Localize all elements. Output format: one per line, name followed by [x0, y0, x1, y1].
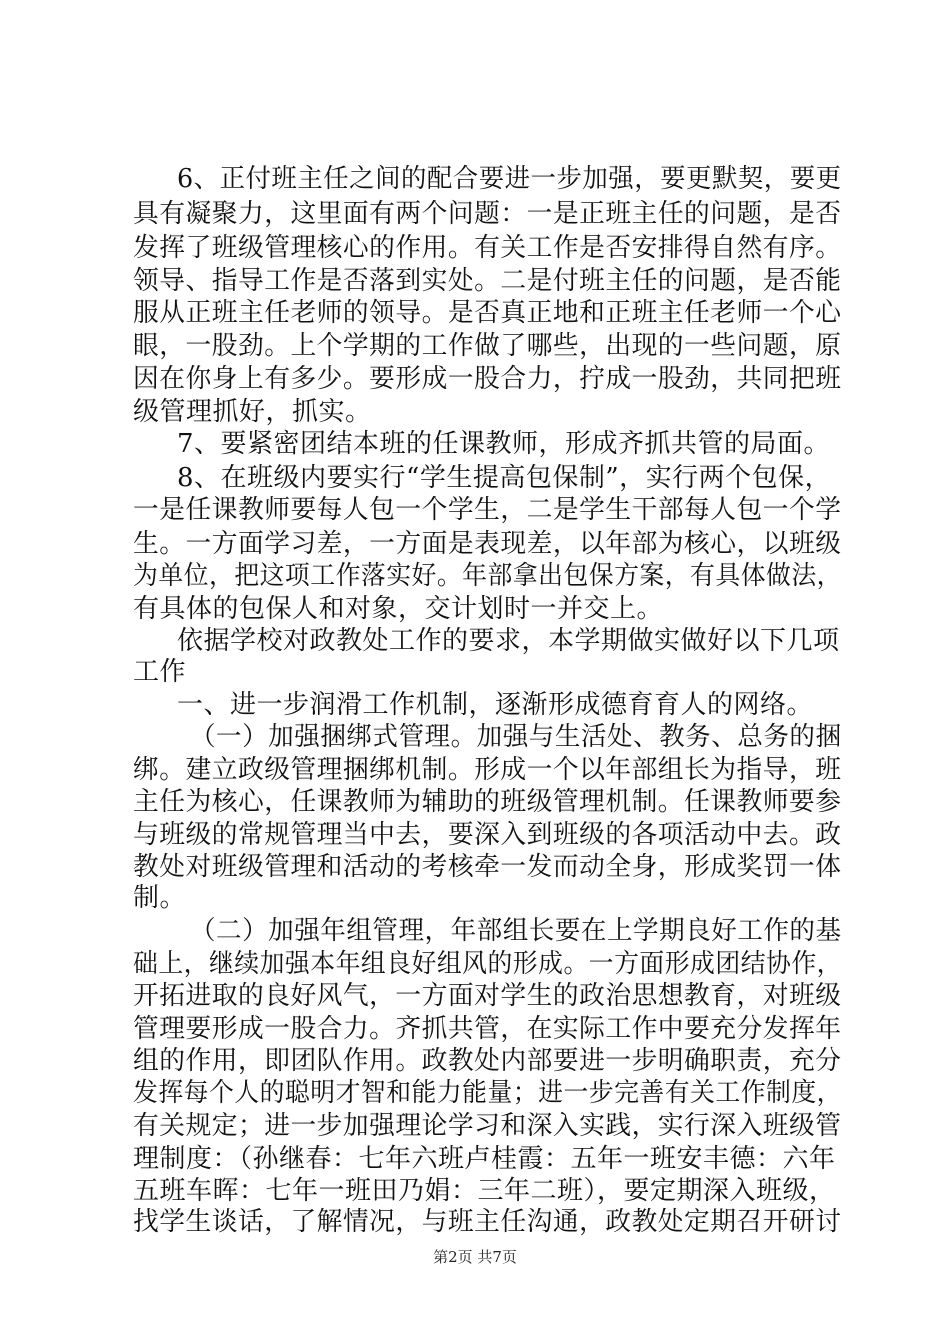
paragraph-line: 工作	[133, 657, 187, 687]
paragraph-line: 主任为核心，任课教师为辅助的班级管理机制。任课教师要参	[133, 787, 842, 817]
paragraph-line: 具有凝聚力，这里面有两个问题：一是正班主任的问题，是否	[133, 199, 842, 229]
paragraph-line: 发挥每个人的聪明才智和能力能量；进一步完善有关工作制度，	[133, 1078, 842, 1108]
paragraph-line: 组的作用，即团队作用。政教处内部要进一步明确职责，充分	[133, 1046, 842, 1076]
paragraph-line: 教处对班级管理和活动的考核牵一发而动全身，形成奖罚一体	[133, 852, 842, 882]
paragraph-line: 制。	[133, 883, 187, 913]
paragraph-line: 有关规定；进一步加强理论学习和深入实践，实行深入班级管	[133, 1111, 842, 1141]
paragraph-line: 8、在班级内要实行“学生提高包保制”，实行两个包保，	[177, 463, 832, 493]
paragraph-line: 发挥了班级管理核心的作用。有关工作是否安排得自然有序。	[133, 233, 842, 263]
paragraph-line: （二）加强年组管理，年部组长要在上学期良好工作的基	[190, 916, 842, 946]
paragraph-line: 开拓进取的良好风气，一方面对学生的政治思想教育，对班级	[133, 981, 842, 1011]
paragraph-line: 服从正班主任老师的领导。是否真正地和正班主任老师一个心	[133, 298, 842, 328]
paragraph-line: （一）加强捆绑式管理。加强与生活处、教务、总务的捆	[190, 722, 842, 752]
paragraph-line: 绑。建立政级管理捆绑机制。形成一个以年部组长为指导，班	[133, 755, 842, 785]
paragraph-line: 找学生谈话，了解情况，与班主任沟通，政教处定期召开研讨	[133, 1207, 842, 1237]
paragraph-line: 与班级的常规管理当中去，要深入到班级的各项活动中去。政	[133, 820, 842, 850]
paragraph-line: 生。一方面学习差，一方面是表现差，以年部为核心，以班级	[133, 529, 842, 559]
paragraph-line: 础上，继续加强本年组良好组风的形成。一方面形成团结协作，	[133, 949, 842, 979]
paragraph-line: 因在你身上有多少。要形成一股合力，拧成一股劲，共同把班	[133, 364, 842, 394]
paragraph-line: 管理要形成一股合力。齐抓共管，在实际工作中要充分发挥年	[133, 1014, 842, 1044]
paragraph-line: 有具体的包保人和对象，交计划时一并交上。	[133, 594, 664, 624]
paragraph-line: 五班车晖：七年一班田乃娟：三年二班），要定期深入班级，	[133, 1176, 836, 1206]
paragraph-line: 7、要紧密团结本班的任课教师，形成齐抓共管的局面。	[177, 429, 831, 459]
paragraph-line: 一是任课教师要每人包一个学生，二是学生干部每人包一个学	[133, 495, 842, 525]
paragraph-line: 一、进一步润滑工作机制，逐渐形成德育育人的网络。	[177, 690, 814, 720]
paragraph-line: 级管理抓好，抓实。	[133, 397, 372, 427]
paragraph-line: 依据学校对政教处工作的要求，本学期做实做好以下几项	[177, 626, 840, 656]
page-footer: 第2页 共7页	[433, 1248, 517, 1266]
paragraph-line: 为单位，把这项工作落实好。年部拿出包保方案，有具体做法，	[133, 561, 842, 591]
paragraph-line: 领导、指导工作是否落到实处。二是付班主任的问题，是否能	[133, 266, 842, 296]
paragraph-line: 眼，一股劲。上个学期的工作做了哪些，出现的一些问题，原	[133, 331, 842, 361]
paragraph-line: 理制度：（孙继春：七年六班卢桂霞：五年一班安丰德：六年	[133, 1144, 836, 1174]
paragraph-line: 6、正付班主任之间的配合要进一步加强，要更默契，要更	[177, 164, 842, 194]
